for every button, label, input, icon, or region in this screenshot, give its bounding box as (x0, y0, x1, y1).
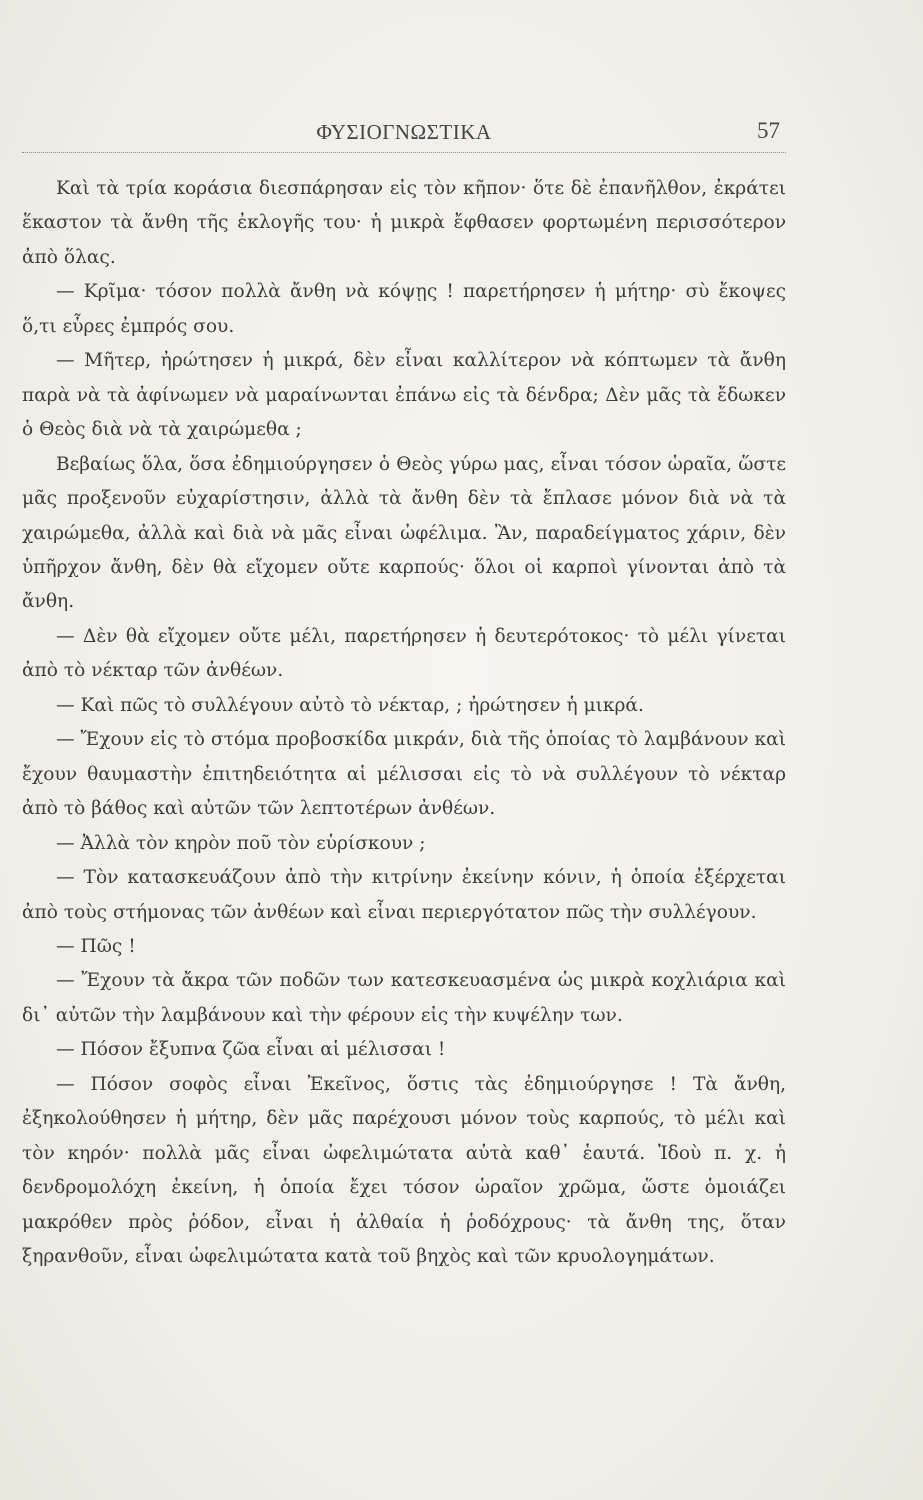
paragraph: — Κρῖμα· τόσον πολλὰ ἄνθη νὰ κόψῃς ! παρετήρησεν ἡ μήτηρ· σὺ ἔκοψες ὅ,τι εὗρες ἐμπρός σου. (22, 281, 786, 337)
page-number: 57 (757, 118, 780, 143)
running-title: ΦΥΣΙΟΓΝΩΣΤΙΚΑ (316, 120, 492, 144)
page-header (22, 112, 786, 152)
paragraph: — Ἔχουν εἰς τὸ στόμα προβοσκίδα μικράν, διὰ τῆς ὁποίας τὸ λαμβάνουν καὶ ἔχουν θαυμαστὴν ἐπιτηδειότητα αἱ μέλισσαι εἰς τὸ νὰ συλλέγουν τὸ νέκταρ ἀπὸ τὸ βάθος καὶ αὐτῶν τῶν λεπτοτέρων ἀνθέων. (22, 729, 786, 820)
paragraph: — Πόσον σοφὸς εἶναι Ἐκεῖνος, ὅστις τὰς ἐδημιούργησε ! Τὰ ἄνθη, ἐξηκολούθησεν ἡ μήτηρ, δὲν μᾶς παρέχουσι μόνον τοὺς καρπούς, τὸ μέλι καὶ τὸν κηρόν· πολλὰ μᾶς εἶναι ὠφελιμώτατα αὐτὰ καθ᾽ ἑαυτά. Ἰδοὺ π. χ. ἡ δενδρομολόχη ἐκείνη, ἡ ὁποία ἔχει τόσον ὡραῖον χρῶμα, ὥστε ὁμοιάζει μακρόθεν πρὸς ῥόδον, εἶναι ἡ ἀλθαία ἡ ῥοδόχρους· τὰ ἄνθη της, ὅταν ξηρανθοῦν, εἶναι ὠφελιμώτατα κατὰ τοῦ βηχὸς καὶ τῶν κρυολογημάτων. (22, 1073, 786, 1268)
paragraph: — Δὲν θὰ εἴχομεν οὔτε μέλι, παρετήρησεν ἡ δευτερότοκος· τὸ μέλι γίνεται ἀπὸ τὸ νέκταρ τῶν ἀνθέων. (22, 625, 786, 682)
paragraph: — Καὶ πῶς τὸ συλλέγουν αὐτὸ τὸ νέκταρ, ; ἠρώτησεν ἡ μικρά. (56, 694, 644, 716)
paragraph: — Μῆτερ, ἠρώτησεν ἡ μικρά, δὲν εἶναι καλλίτερον νὰ κόπτωμεν τὰ ἄνθη παρὰ νὰ τὰ ἀφίνωμεν νὰ μαραίνωνται ἐπάνω εἰς τὰ δένδρα; Δὲν μᾶς τὰ ἔδωκεν ὁ Θεὸς διὰ νὰ τὰ χαιρώμεθα ; (22, 350, 786, 441)
paragraph: — Πῶς ! (56, 935, 136, 957)
paragraph: Καὶ τὰ τρία κοράσια διεσπάρησαν εἰς τὸν κῆπον· ὅτε δὲ ἐπανῆλθον, ἐκράτει ἕκαστον τὰ ἄνθη τῆς ἐκλογῆς του· ἡ μικρὰ ἔφθασεν φορτωμένη περισσότερον ἀπὸ ὅλας. (22, 178, 786, 268)
paragraph: — Πόσον ἔξυπνα ζῶα εἶναι αἱ μέλισσαι ! (56, 1039, 446, 1061)
header-rule (22, 152, 786, 153)
paragraph: Βεβαίως ὅλα, ὅσα ἐδημιούργησεν ὁ Θεὸς γύρω μας, εἶναι τόσον ὡραῖα, ὥστε μᾶς προξενοῦν εὐχαρίστησιν, ἀλλὰ τὰ ἄνθη δὲν τὰ ἔπλασε μόνον διὰ νὰ τὰ χαιρώμεθα, ἀλλὰ καὶ διὰ νὰ μᾶς εἶναι ὠφέλιμα. Ἂν, παραδείγματος χάριν, δὲν ὑπῆρχον ἄνθη, δὲν θὰ εἴχομεν οὔτε καρπούς· ὅλοι οἱ καρποὶ γίνονται ἀπὸ τὰ ἄνθη. (22, 453, 786, 613)
paragraph: — Τὸν κατασκευάζουν ἀπὸ τὴν κιτρίνην ἐκείνην κόνιν, ἡ ὁποία ἐξέρχεται ἀπὸ τοὺς στήμονας τῶν ἀνθέων καὶ εἶναι περιεργότατον πῶς τὴν συλλέγουν. (22, 867, 786, 923)
paragraph: — Ἀλλὰ τὸν κηρὸν ποῦ τὸν εὑρίσκουν ; (56, 832, 426, 854)
paragraph: — Ἔχουν τὰ ἄκρα τῶν ποδῶν των κατεσκευασμένα ὡς μικρὰ κοχλιάρια καὶ δι᾽ αὐτῶν τὴν λαμβάνουν καὶ τὴν φέρουν εἰς τὴν κυψέλην των. (22, 970, 786, 1026)
body-text (22, 172, 786, 1275)
